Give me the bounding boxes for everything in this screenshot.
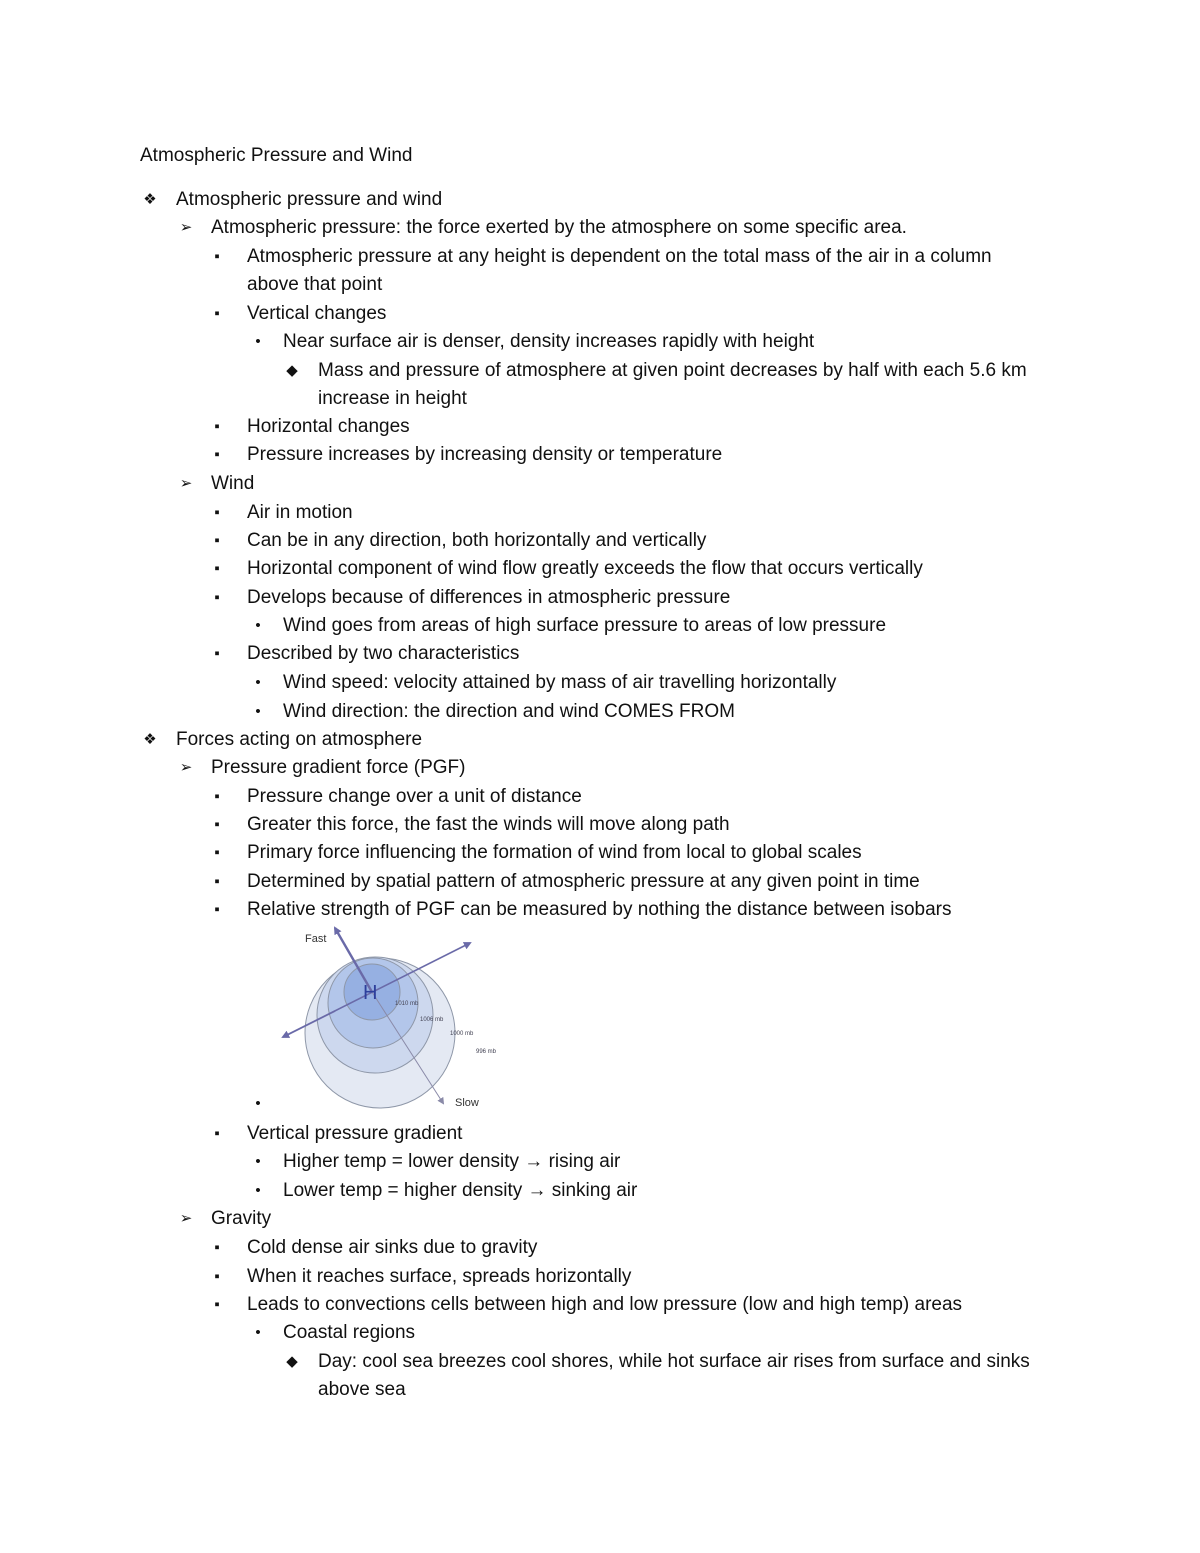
isobar-diagram [275,925,505,1115]
level4-bullet-icon: • [255,1324,261,1341]
high-pressure-label: H [363,982,378,1004]
level5-bullet-icon: ◆ [286,1353,298,1370]
level3-bullet-icon: ▪ [214,248,220,265]
list-item: Primary force influencing the formation of wind from local to global scales [247,842,862,863]
level3-bullet-icon: ▪ [214,901,220,918]
isobar-label: 996 mb [476,1049,497,1055]
list-item: Near surface air is denser, density increases rapidly with height [283,331,815,352]
list-item: Described by two characteristics [247,643,520,664]
level3-bullet-icon: ▪ [214,532,220,549]
level3-bullet-icon: ▪ [214,418,220,435]
list-item: Gravity [211,1208,272,1229]
list-item: Wind [211,473,255,494]
page-title: Atmospheric Pressure and Wind [140,145,413,166]
list-item: Pressure change over a unit of distance [247,786,582,807]
level4-bullet-icon: • [255,1182,261,1199]
list-item: When it reaches surface, spreads horizontally [247,1266,632,1287]
list-item-continuation: above sea [318,1379,406,1400]
list-item: Horizontal changes [247,416,410,437]
level3-bullet-icon: ▪ [214,560,220,577]
level4-bullet-icon: • [255,1095,261,1112]
level3-bullet-icon: ▪ [214,504,220,521]
list-item: Vertical pressure gradient [247,1123,463,1144]
list-item: Atmospheric pressure: the force exerted by the atmosphere on some specific area. [211,217,907,238]
list-item: Leads to convections cells between high and low pressure (low and high temp) areas [247,1294,963,1315]
list-item: Atmospheric pressure and wind [176,189,443,210]
level3-bullet-icon: ▪ [214,873,220,890]
list-item: Can be in any direction, both horizontally and vertically [247,530,707,551]
list-item-continuation: increase in height [318,388,467,409]
level3-bullet-icon: ▪ [214,446,220,463]
list-item: Develops because of differences in atmospheric pressure [247,587,731,608]
level3-bullet-icon: ▪ [214,1296,220,1313]
list-item: Wind speed: velocity attained by mass of air travelling horizontally [283,672,837,693]
list-item: Air in motion [247,502,353,523]
list-item: Higher temp = lower density → rising air [283,1151,621,1172]
level2-bullet-icon: ➢ [179,759,193,776]
level2-bullet-icon: ➢ [179,219,193,236]
list-item: Cold dense air sinks due to gravity [247,1237,538,1258]
level2-bullet-icon: ➢ [179,1210,193,1227]
list-item: Wind goes from areas of high surface pressure to areas of low pressure [283,615,887,636]
list-item: Relative strength of PGF can be measured by nothing the distance between isobars [247,899,952,920]
list-item: Horizontal component of wind flow greatly exceeds the flow that occurs vertically [247,558,923,579]
isobar-label: 1006 mb [420,1017,444,1023]
list-item: Greater this force, the fast the winds will move along path [247,814,730,835]
level3-bullet-icon: ▪ [214,1239,220,1256]
slow-label: Slow [455,1097,479,1109]
level1-bullet-icon: ❖ [143,731,157,748]
list-item: Lower temp = higher density → sinking air [283,1180,638,1201]
level3-bullet-icon: ▪ [214,816,220,833]
level4-bullet-icon: • [255,333,261,350]
list-item: Forces acting on atmosphere [176,729,423,750]
isobar-label: 1000 mb [450,1031,474,1037]
level3-bullet-icon: ▪ [214,1125,220,1142]
isobar-label: 1010 mb [395,1001,419,1007]
level4-bullet-icon: • [255,1153,261,1170]
list-item: Pressure increases by increasing density or temperature [247,444,723,465]
list-item: Determined by spatial pattern of atmospheric pressure at any given point in time [247,871,920,892]
list-item: Atmospheric pressure at any height is dependent on the total mass of the air in a column [247,246,992,267]
list-item: Wind direction: the direction and wind COMES FROM [283,701,735,722]
level4-bullet-icon: • [255,674,261,691]
level2-bullet-icon: ➢ [179,475,193,492]
list-item: Vertical changes [247,303,387,324]
fast-label: Fast [305,933,327,945]
level3-bullet-icon: ▪ [214,589,220,606]
list-item-continuation: above that point [247,274,383,295]
list-item: Coastal regions [283,1322,416,1343]
level3-bullet-icon: ▪ [214,788,220,805]
level4-bullet-icon: • [255,703,261,720]
level3-bullet-icon: ▪ [214,1268,220,1285]
level3-bullet-icon: ▪ [214,645,220,662]
level4-bullet-icon: • [255,617,261,634]
list-item: Mass and pressure of atmosphere at given point decreases by half with each 5.6 km [318,360,1027,381]
list-item: Pressure gradient force (PGF) [211,757,466,778]
list-item: Day: cool sea breezes cool shores, while hot surface air rises from surface and sinks [318,1351,1030,1372]
level3-bullet-icon: ▪ [214,844,220,861]
level3-bullet-icon: ▪ [214,305,220,322]
level5-bullet-icon: ◆ [286,362,298,379]
level1-bullet-icon: ❖ [143,191,157,208]
